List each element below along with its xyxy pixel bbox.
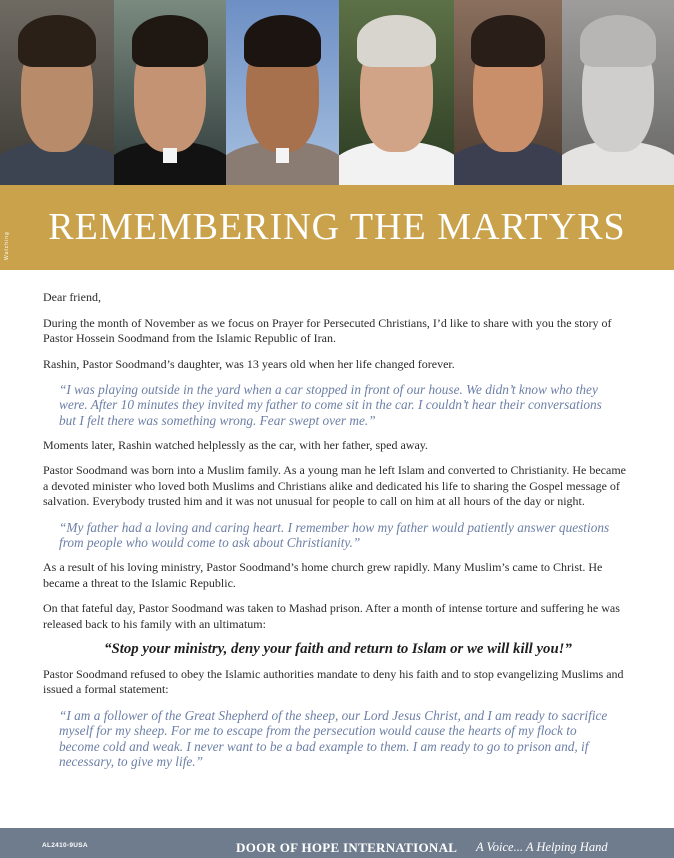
letter-paragraph: Rashin, Pastor Soodmand’s daughter, was 13 years old when her life changed forever. xyxy=(43,356,455,371)
martyr-photo-1 xyxy=(0,0,114,185)
document-code: AL2410-9USA xyxy=(42,842,88,849)
martyr-photo-5 xyxy=(454,0,562,185)
clerical-collar xyxy=(276,148,290,163)
letter-paragraph: Moments later, Rashin watched helplessly as the car, with her father, sped away. xyxy=(43,437,428,452)
letter-paragraph: Pastor Soodmand refused to obey the Islamic authorities mandate to deny his faith and to stop evangelizing Muslims and issued a formal statement: xyxy=(43,666,624,697)
side-tag: Watching xyxy=(4,231,10,260)
daughter-quote: “My father had a loving and caring heart. I remember how my father would patiently answer questions from people who would come to ask about Christianity.” xyxy=(59,519,610,551)
letter-paragraph: Pastor Soodmand was born into a Muslim family. As a young man he left Islam and converted to Christianity. He became a devoted minister who loved both Muslims and Christians alike and dedicated his life to sharing the Gospel message of salvation. Everybody trusted him and it was not unusual for people to call on him at all hours of the day or night. xyxy=(43,463,626,509)
title-banner xyxy=(0,185,674,270)
daughter-quote: “I was playing outside in the yard when a car stopped in front of our house. We didn’t know who they were. After 10 minutes they invited my father to come sit in the car. I couldn’t hear their conversations but I felt there was something wrong. Fear swept over me.” xyxy=(59,382,602,428)
photo-hair xyxy=(357,15,435,67)
letter-greeting: Dear friend, xyxy=(43,290,101,304)
pastor-statement-quote: “I am a follower of the Great Shepherd of the sheep, our Lord Jesus Christ, and I am ready to sacrifice myself for my sheep. For me to escape from the persecution would cause the hearts of my flock to become cold and weak. I never want to be a bad example to them. I am ready to go to prison and, if necessary, to give my life.” xyxy=(59,707,608,769)
photo-hair xyxy=(580,15,656,67)
photo-hair xyxy=(18,15,96,67)
letter-body xyxy=(43,290,633,779)
photo-hair xyxy=(244,15,321,67)
photo-hair xyxy=(132,15,208,67)
martyr-photo-4 xyxy=(339,0,454,185)
photo-hair xyxy=(471,15,544,67)
organization-name: DOOR OF HOPE INTERNATIONAL xyxy=(236,840,458,855)
martyr-photo-2 xyxy=(114,0,226,185)
page-title: REMEMBERING THE MARTYRS xyxy=(48,206,626,248)
martyr-photo-strip xyxy=(0,0,674,185)
martyr-photo-6 xyxy=(562,0,674,185)
ultimatum-quote: “Stop your ministry, deny your faith and return to Islam or we will kill you!” xyxy=(104,641,572,658)
letter-paragraph: During the month of November as we focus on Prayer for Persecuted Christians, I’d like to share with you the story of Pastor Hossein Soodmand from the Islamic Republic of Iran. xyxy=(43,315,612,345)
letter-paragraph: As a result of his loving ministry, Pastor Soodmand’s home church grew rapidly. Many Muslim’s came to Christ. He became a threat to the Islamic Republic. xyxy=(43,560,603,590)
organization-tagline: A Voice... A Helping Hand xyxy=(476,840,608,854)
clerical-collar xyxy=(163,148,176,163)
letter-paragraph: On that fateful day, Pastor Soodmand was taken to Mashad prison. After a month of intense torture and suffering he was released back to his family with an ultimatum: xyxy=(43,601,620,631)
martyr-photo-3 xyxy=(226,0,339,185)
footer-bar xyxy=(0,828,674,858)
